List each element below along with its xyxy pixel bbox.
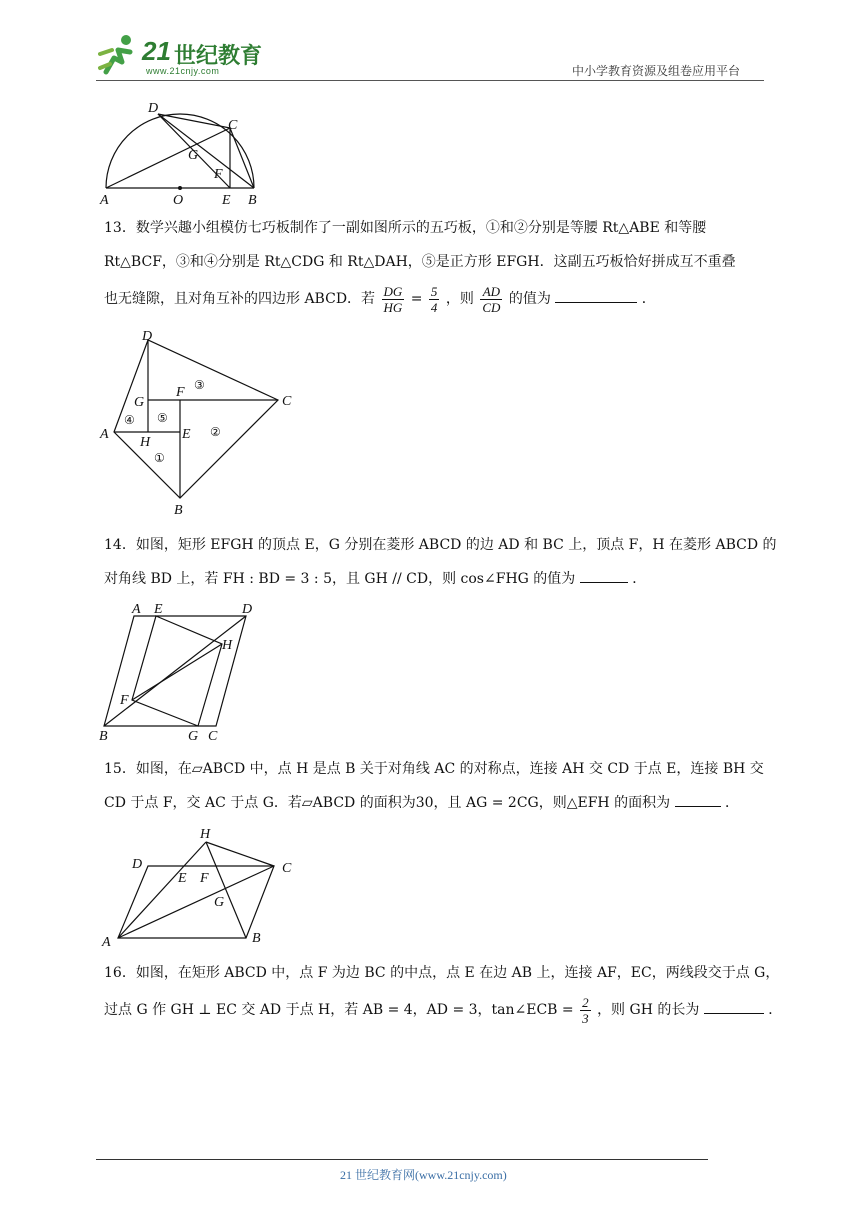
tangram-label-c: C [282, 394, 292, 409]
rhombus-label-c: C [208, 729, 218, 744]
fraction-dg-hg [382, 284, 405, 315]
tangram-piece-5: ⑤ [157, 411, 168, 425]
figure-tangram [96, 328, 306, 518]
q16-line-2 [104, 990, 783, 1030]
figure-semicircle [96, 96, 266, 208]
fraction-numerator: DG [383, 283, 403, 299]
tangram-label-b: B [174, 503, 183, 518]
logo-number: 21 [142, 36, 171, 66]
parallelogram-label-a: A [102, 935, 111, 950]
q15-line-2 [104, 786, 764, 820]
fig12-label-g: G [188, 148, 199, 163]
rhombus-label-e: E [154, 602, 163, 617]
logo [96, 32, 266, 78]
runner-logo-icon [96, 32, 140, 76]
answer-blank [555, 288, 637, 303]
rhombus-label-a: A [132, 602, 141, 617]
q16-line-1: 16．如图，在矩形 ABCD 中，点 F 为边 BC 的中点，点 E 在边 AB 上，连接 AF，EC，两线段交于点 G， [104, 965, 780, 981]
tangram-piece-4: ④ [124, 413, 135, 427]
fraction-numerator: 5 [430, 283, 438, 299]
tangram-label-e: E [182, 427, 191, 442]
fraction-denominator: CD [482, 299, 501, 315]
tangram-label-f: F [176, 385, 185, 400]
figure-rhombus [96, 598, 266, 744]
fig12-label-d: D [148, 101, 159, 116]
parallelogram-label-f: F [200, 871, 209, 886]
q15-line-1: 15．如图，在▱ABCD 中，点 H 是点 B 关于对角线 AC 的对称点，连接 AH 交 CD 于点 E，连接 BH 交 [104, 761, 764, 777]
fig12-label-e: E [222, 193, 231, 208]
q14-line-1: 14．如图，矩形 EFGH 的顶点 E，G 分别在菱形 ABCD 的边 AD 和 BC 上，顶点 F，H 在菱形 ABCD 的 [104, 537, 777, 553]
parallelogram-label-d: D [132, 857, 143, 872]
parallelogram-label-c: C [282, 861, 292, 876]
tangram-piece-2: ② [210, 425, 221, 439]
rhombus-label-b: B [99, 729, 108, 744]
q13-then: ，则 [445, 291, 474, 307]
q16-period: ． [768, 1002, 783, 1018]
q13-value-is: 的值为 [508, 291, 551, 307]
q13-line-3 [104, 279, 764, 319]
header-rule [96, 80, 764, 81]
fraction-5-4 [429, 284, 440, 315]
question-13 [104, 211, 764, 319]
answer-blank [580, 568, 628, 583]
parallelogram-label-e: E [178, 871, 187, 886]
q16-length-of: ，则 GH 的长为 [597, 1002, 700, 1018]
tangram-piece-3: ③ [194, 378, 205, 392]
fraction-numerator: 2 [582, 994, 589, 1010]
q15-period: ． [724, 795, 739, 811]
platform-name: 中小学教育资源及组卷应用平台 [572, 64, 741, 78]
q13-line-3-text: 也无缝隙，且对角互补的四边形 ABCD．若 [104, 291, 376, 307]
fig12-label-f: F [214, 167, 223, 182]
fraction-denominator: 4 [430, 299, 438, 315]
equals-sign: = [410, 291, 423, 307]
fig12-label-c: C [228, 118, 238, 133]
q14-period: ． [632, 571, 647, 587]
rhombus-label-g: G [188, 729, 199, 744]
fig12-label-o: O [173, 193, 184, 208]
fig12-label-b: B [248, 193, 257, 208]
rhombus-label-d: D [242, 602, 253, 617]
q13-period: ． [641, 291, 656, 307]
tangram-label-a: A [100, 427, 109, 442]
tangram-piece-1: ① [154, 451, 165, 465]
fig12-label-a: A [100, 193, 109, 208]
q13-line-1: 13．数学兴趣小组模仿七巧板制作了一副如图所示的五巧板，①和②分别是等腰 Rt△ABE 和等腰 [104, 220, 707, 236]
fraction-denominator: 3 [582, 1010, 589, 1026]
question-14 [104, 528, 777, 596]
q16-line-2-text: 过点 G 作 GH ⊥ EC 交 AD 于点 H，若 AB = 4，AD = 3，tan∠ECB = [104, 1002, 574, 1018]
question-15 [104, 752, 764, 820]
rhombus-label-f: F [120, 693, 129, 708]
footer-rule [96, 1159, 708, 1160]
q15-line-2-text: CD 于点 F，交 AC 于点 G．若▱ABCD 的面积为30，且 AG = 2CG，则△EFH 的面积为 [104, 795, 671, 811]
fraction-ad-cd [480, 284, 502, 315]
parallelogram-label-b: B [252, 931, 261, 946]
tangram-label-d: D [142, 329, 153, 344]
q14-line-2-text: 对角线 BD 上，若 FH : BD = 3 : 5，且 GH // CD，则 cos∠FHG 的值为 [104, 571, 576, 587]
fraction-2-3 [580, 995, 591, 1026]
tangram-label-h: H [140, 435, 151, 450]
tangram-label-g: G [134, 395, 145, 410]
q14-line-2 [104, 562, 764, 596]
q13-line-2: Rt△BCF，③和④分别是 Rt△CDG 和 Rt△DAH，⑤是正方形 EFGH．这副五巧板恰好拼成互不重叠 [104, 254, 736, 270]
parallelogram-label-h: H [200, 827, 211, 842]
logo-url: www.21cnjy.com [146, 66, 220, 76]
answer-blank [675, 792, 721, 807]
logo-title: 世纪教育 [174, 44, 263, 69]
rhombus-label-h: H [222, 638, 233, 653]
figure-parallelogram [96, 822, 306, 950]
fraction-denominator: HG [383, 299, 403, 315]
footer-text: 21 世纪教育网(www.21cnjy.com) [340, 1168, 507, 1182]
question-16 [104, 956, 783, 1030]
parallelogram-label-g: G [214, 895, 225, 910]
answer-blank [704, 999, 764, 1014]
fraction-numerator: AD [480, 284, 502, 300]
